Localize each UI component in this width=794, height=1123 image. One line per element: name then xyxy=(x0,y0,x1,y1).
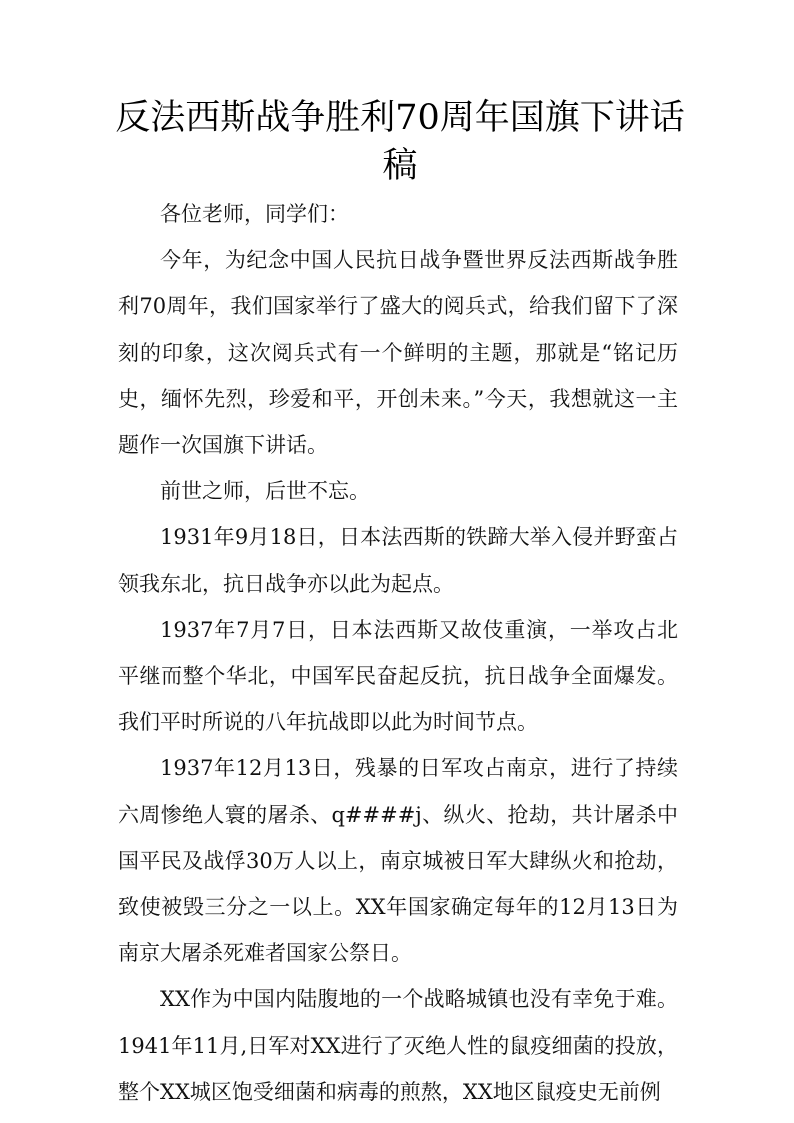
paragraph: 今年，为纪念中国人民抗日战争暨世界反法西斯战争胜利70周年，我们国家举行了盛大的阅兵式，给我们留下了深刻的印象，这次阅兵式有一个鲜明的主题，那就是“铭记历史，缅怀先烈，珍爱和平，开创未来。”今天，我想就这一主题作一次国旗下讲话。 xyxy=(118,248,678,458)
paragraph: 1937年7月7日，日本法西斯又故伎重演，一举攻占北平继而整个华北，中国军民奋起反抗，抗日战争全面爆发。我们平时所说的八年抗战即以此为时间节点。 xyxy=(118,617,678,735)
document-title: 反法西斯战争胜利70周年国旗下讲话稿 xyxy=(115,98,685,186)
document-body xyxy=(118,191,678,1115)
salutation: 各位老师，同学们： xyxy=(160,202,349,226)
paragraph: 1937年12月13日，残暴的日军攻占南京，进行了持续六周惨绝人寰的屠杀、q####j、纵火、抢劫，共计屠杀中国平民及战俘30万人以上，南京城被日军大肆纵火和抢劫，致使被毁三分之一以上。XX年国家确定每年的12月13日为南京大屠杀死难者国家公祭日。 xyxy=(118,756,678,966)
paragraph: XX作为中国内陆腹地的一个战略城镇也没有幸免于难。1941年11月,日军对XX进行了灭绝人性的鼠疫细菌的投放，整个XX城区饱受细菌和病毒的煎熬，XX地区鼠疫史无前例 xyxy=(118,987,678,1104)
paragraph: 前世之师，后世不忘。 xyxy=(160,479,370,504)
paragraph: 1931年9月18日，日本法西斯的铁蹄大举入侵并野蛮占领我东北，抗日战争亦以此为起点。 xyxy=(118,525,678,596)
